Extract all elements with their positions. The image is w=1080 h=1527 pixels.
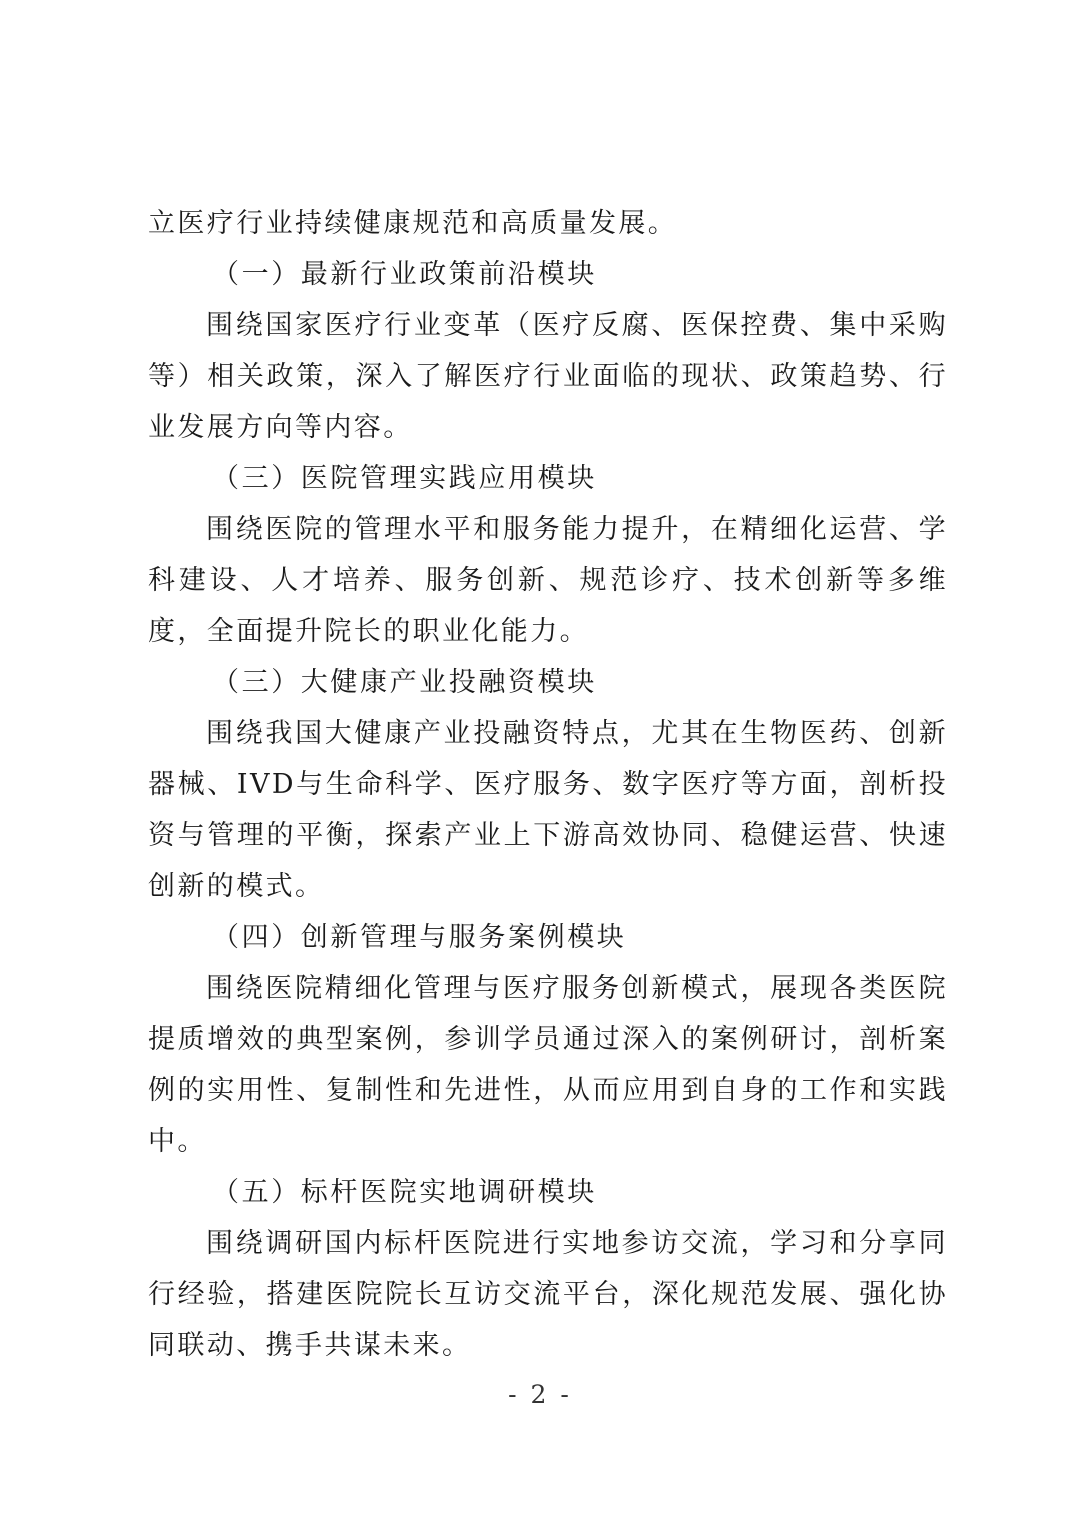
paragraph-continuation: 立医疗行业持续健康规范和高质量发展。 <box>148 208 678 239</box>
section-heading-investment: （三）大健康产业投融资模块 <box>212 667 597 698</box>
section-heading-management: （三）医院管理实践应用模块 <box>212 463 597 494</box>
paragraph-benchmark: 围绕调研国内标杆医院进行实地参访交流，学习和分享同行经验，搭建医院院长互访交流平台，深化规范发展、强化协同联动、携手共谋未来。 <box>148 1228 948 1361</box>
page-number: - 2 - <box>508 1380 572 1409</box>
section-heading-policy: （一）最新行业政策前沿模块 <box>212 259 597 290</box>
section-heading-benchmark: （五）标杆医院实地调研模块 <box>212 1177 597 1208</box>
paragraph-policy: 围绕国家医疗行业变革（医疗反腐、医保控费、集中采购等）相关政策，深入了解医疗行业面临的现状、政策趋势、行业发展方向等内容。 <box>148 310 948 443</box>
paragraph-management: 围绕医院的管理水平和服务能力提升，在精细化运营、学科建设、人才培养、服务创新、规范诊疗、技术创新等多维度，全面提升院长的职业化能力。 <box>148 514 948 647</box>
section-heading-innovation: （四）创新管理与服务案例模块 <box>212 922 627 953</box>
paragraph-investment: 围绕我国大健康产业投融资特点，尤其在生物医药、创新器械、IVD与生命科学、医疗服务、数字医疗等方面，剖析投资与管理的平衡，探索产业上下游高效协同、稳健运营、快速创新的模式。 <box>148 718 948 902</box>
paragraph-innovation: 围绕医院精细化管理与医疗服务创新模式，展现各类医院提质增效的典型案例，参训学员通过深入的案例研讨，剖析案例的实用性、复制性和先进性，从而应用到自身的工作和实践中。 <box>148 973 948 1157</box>
document-body <box>148 198 948 1371</box>
